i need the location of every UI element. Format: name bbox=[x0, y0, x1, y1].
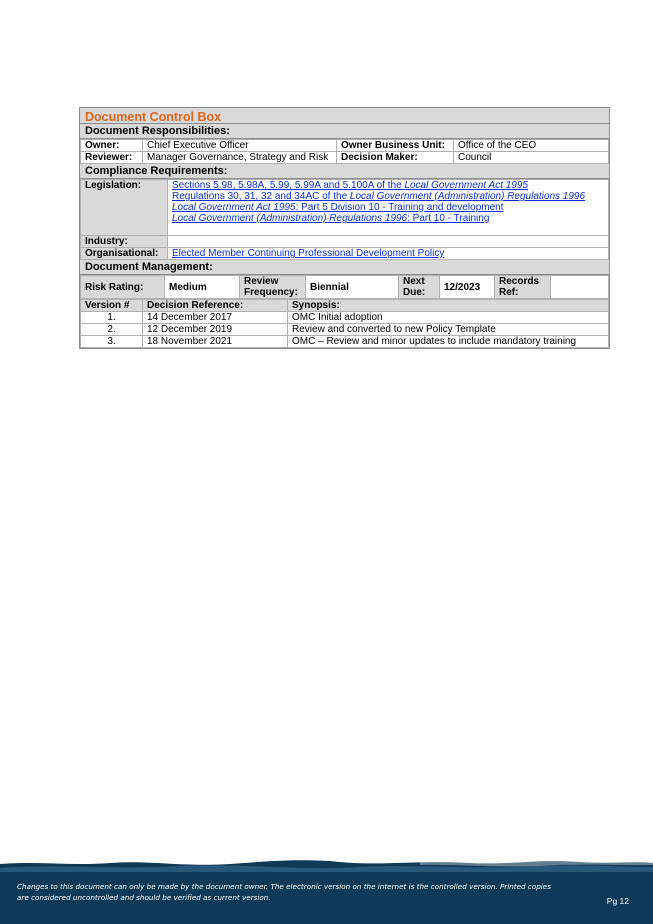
risk-rating-value: Medium bbox=[165, 276, 240, 299]
control-box-title: Document Control Box bbox=[80, 108, 609, 124]
compliance-heading: Compliance Requirements: bbox=[80, 164, 609, 179]
next-due-value: 12/2023 bbox=[440, 276, 495, 299]
industry-label: Industry: bbox=[81, 236, 168, 248]
records-ref-value bbox=[551, 276, 609, 299]
legislation-label: Legislation: bbox=[81, 180, 168, 236]
organisational-value bbox=[168, 248, 609, 260]
risk-rating-label: Risk Rating: bbox=[81, 276, 165, 299]
decision-maker-value: Council bbox=[454, 152, 609, 164]
review-frequency-label: Review Frequency: bbox=[240, 276, 306, 299]
legislation-link-2[interactable]: Regulations 30, 31, 32 and 34AC of the Local Government (Administration) Regulations 1996 bbox=[172, 191, 586, 202]
decision-ref-col-header: Decision Reference: bbox=[143, 300, 288, 312]
legislation-link-3[interactable]: Local Government Act 1995: Part 5 Division 10 - Training and development bbox=[172, 202, 504, 213]
legislation-link-1[interactable]: Sections 5.98, 5.98A, 5.99, 5.99A and 5.100A of the Local Government Act 1995 bbox=[172, 180, 528, 191]
version-number: 1. bbox=[81, 312, 143, 324]
document-control-box bbox=[79, 107, 610, 349]
footer-notice: Changes to this document can only be made by the document owner. The electronic version on the internet is the controlled version. Printed copies are considered uncontrolled and should be verified as current version. bbox=[17, 882, 551, 902]
owner-value: Chief Executive Officer bbox=[143, 140, 337, 152]
industry-value bbox=[168, 236, 609, 248]
synopsis: OMC Initial adoption bbox=[288, 312, 609, 324]
version-number: 2. bbox=[81, 324, 143, 336]
management-heading: Document Management: bbox=[80, 260, 609, 275]
legislation-links bbox=[168, 180, 609, 236]
synopsis: Review and converted to new Policy Template bbox=[288, 324, 609, 336]
table-row bbox=[81, 324, 609, 336]
decision-maker-label: Decision Maker: bbox=[337, 152, 454, 164]
owner-label: Owner: bbox=[81, 140, 143, 152]
legislation-link-4[interactable]: Local Government (Administration) Regulations 1996: Part 10 - Training bbox=[172, 213, 490, 224]
management-table bbox=[80, 275, 609, 299]
records-ref-label: Records Ref: bbox=[495, 276, 551, 299]
reviewer-value: Manager Governance, Strategy and Risk bbox=[143, 152, 337, 164]
responsibilities-heading: Document Responsibilities: bbox=[80, 124, 609, 139]
next-due-label: Next Due: bbox=[399, 276, 440, 299]
decision-reference: 14 December 2017 bbox=[143, 312, 288, 324]
owner-unit-value: Office of the CEO bbox=[454, 140, 609, 152]
reviewer-label: Reviewer: bbox=[81, 152, 143, 164]
compliance-table bbox=[80, 179, 609, 260]
review-frequency-value: Biennial bbox=[306, 276, 399, 299]
decision-reference: 18 November 2021 bbox=[143, 336, 288, 348]
page-number: Pg 12 bbox=[606, 896, 629, 906]
responsibilities-table bbox=[80, 139, 609, 164]
organisational-label: Organisational: bbox=[81, 248, 168, 260]
decision-reference: 12 December 2019 bbox=[143, 324, 288, 336]
owner-unit-label: Owner Business Unit: bbox=[337, 140, 454, 152]
table-row bbox=[81, 336, 609, 348]
table-row bbox=[81, 312, 609, 324]
version-col-header: Version # bbox=[81, 300, 143, 312]
organisational-policy-link[interactable]: Elected Member Continuing Professional Development Policy bbox=[172, 248, 445, 259]
synopsis-col-header: Synopsis: bbox=[288, 300, 609, 312]
version-table bbox=[80, 299, 609, 348]
version-number: 3. bbox=[81, 336, 143, 348]
synopsis: OMC – Review and minor updates to include mandatory training bbox=[288, 336, 609, 348]
